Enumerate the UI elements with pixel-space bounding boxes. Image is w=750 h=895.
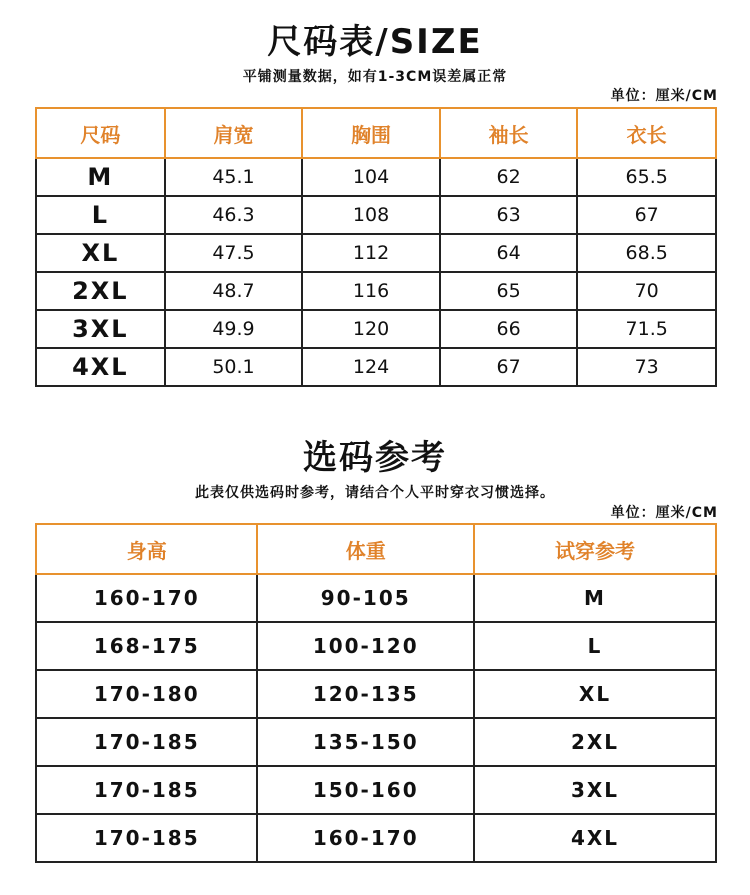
col-length: 衣长 (577, 108, 716, 158)
reference-note: 此表仅供选码时参考，请结合个人平时穿衣习惯选择。 (195, 485, 555, 501)
col-height: 身高 (36, 524, 257, 574)
weight-cell: 135-150 (257, 718, 474, 766)
col-weight: 体重 (257, 524, 474, 574)
size-chart-note: 平铺测量数据，如有1-3CM误差属正常 (242, 69, 508, 85)
fit-cell: 4XL (474, 814, 716, 862)
fit-cell: M (474, 574, 716, 622)
height-cell: 170-185 (36, 718, 257, 766)
reference-unit: 单位：厘米/CM (610, 505, 718, 521)
chest-cell: 124 (302, 348, 440, 386)
chest-cell: 104 (302, 158, 440, 196)
table-row (36, 814, 716, 862)
chest-cell: 116 (302, 272, 440, 310)
weight-cell: 100-120 (257, 622, 474, 670)
reference-title: 选码参考 (303, 438, 447, 478)
length-cell: 73 (577, 348, 716, 386)
weight-cell: 150-160 (257, 766, 474, 814)
fit-cell: 3XL (474, 766, 716, 814)
table-row (36, 158, 716, 196)
col-shoulder: 肩宽 (165, 108, 303, 158)
length-cell: 68.5 (577, 234, 716, 272)
fit-cell: L (474, 622, 716, 670)
col-fit: 试穿参考 (474, 524, 716, 574)
shoulder-cell: 46.3 (165, 196, 303, 234)
table-row (36, 234, 716, 272)
table-row (36, 718, 716, 766)
table-row (36, 196, 716, 234)
sleeve-cell: 66 (440, 310, 578, 348)
shoulder-cell: 50.1 (165, 348, 303, 386)
height-cell: 170-180 (36, 670, 257, 718)
fit-cell: XL (474, 670, 716, 718)
sleeve-cell: 64 (440, 234, 578, 272)
weight-cell: 160-170 (257, 814, 474, 862)
reference-table-header (36, 524, 716, 574)
fit-cell: 2XL (474, 718, 716, 766)
col-size: 尺码 (36, 108, 165, 158)
sleeve-cell: 67 (440, 348, 578, 386)
col-sleeve: 袖长 (440, 108, 578, 158)
table-row (36, 766, 716, 814)
size-cell: 3XL (36, 310, 165, 348)
chest-cell: 108 (302, 196, 440, 234)
shoulder-cell: 49.9 (165, 310, 303, 348)
sleeve-cell: 65 (440, 272, 578, 310)
table-row (36, 574, 716, 622)
sleeve-cell: 63 (440, 196, 578, 234)
weight-cell: 90-105 (257, 574, 474, 622)
table-row (36, 348, 716, 386)
col-chest: 胸围 (302, 108, 440, 158)
length-cell: 65.5 (577, 158, 716, 196)
size-cell: XL (36, 234, 165, 272)
size-chart-unit: 单位：厘米/CM (610, 88, 718, 104)
shoulder-cell: 45.1 (165, 158, 303, 196)
length-cell: 67 (577, 196, 716, 234)
sleeve-cell: 62 (440, 158, 578, 196)
table-row (36, 272, 716, 310)
chest-cell: 112 (302, 234, 440, 272)
length-cell: 71.5 (577, 310, 716, 348)
height-cell: 168-175 (36, 622, 257, 670)
shoulder-cell: 47.5 (165, 234, 303, 272)
size-cell: L (36, 196, 165, 234)
size-chart-title: 尺码表/SIZE (267, 22, 483, 62)
chest-cell: 120 (302, 310, 440, 348)
height-cell: 170-185 (36, 766, 257, 814)
height-cell: 170-185 (36, 814, 257, 862)
length-cell: 70 (577, 272, 716, 310)
reference-table (35, 523, 717, 863)
height-cell: 160-170 (36, 574, 257, 622)
size-table-header (36, 108, 716, 158)
size-cell: 4XL (36, 348, 165, 386)
shoulder-cell: 48.7 (165, 272, 303, 310)
size-cell: 2XL (36, 272, 165, 310)
table-row (36, 622, 716, 670)
size-table (35, 107, 717, 387)
table-row (36, 310, 716, 348)
size-cell: M (36, 158, 165, 196)
weight-cell: 120-135 (257, 670, 474, 718)
table-row (36, 670, 716, 718)
